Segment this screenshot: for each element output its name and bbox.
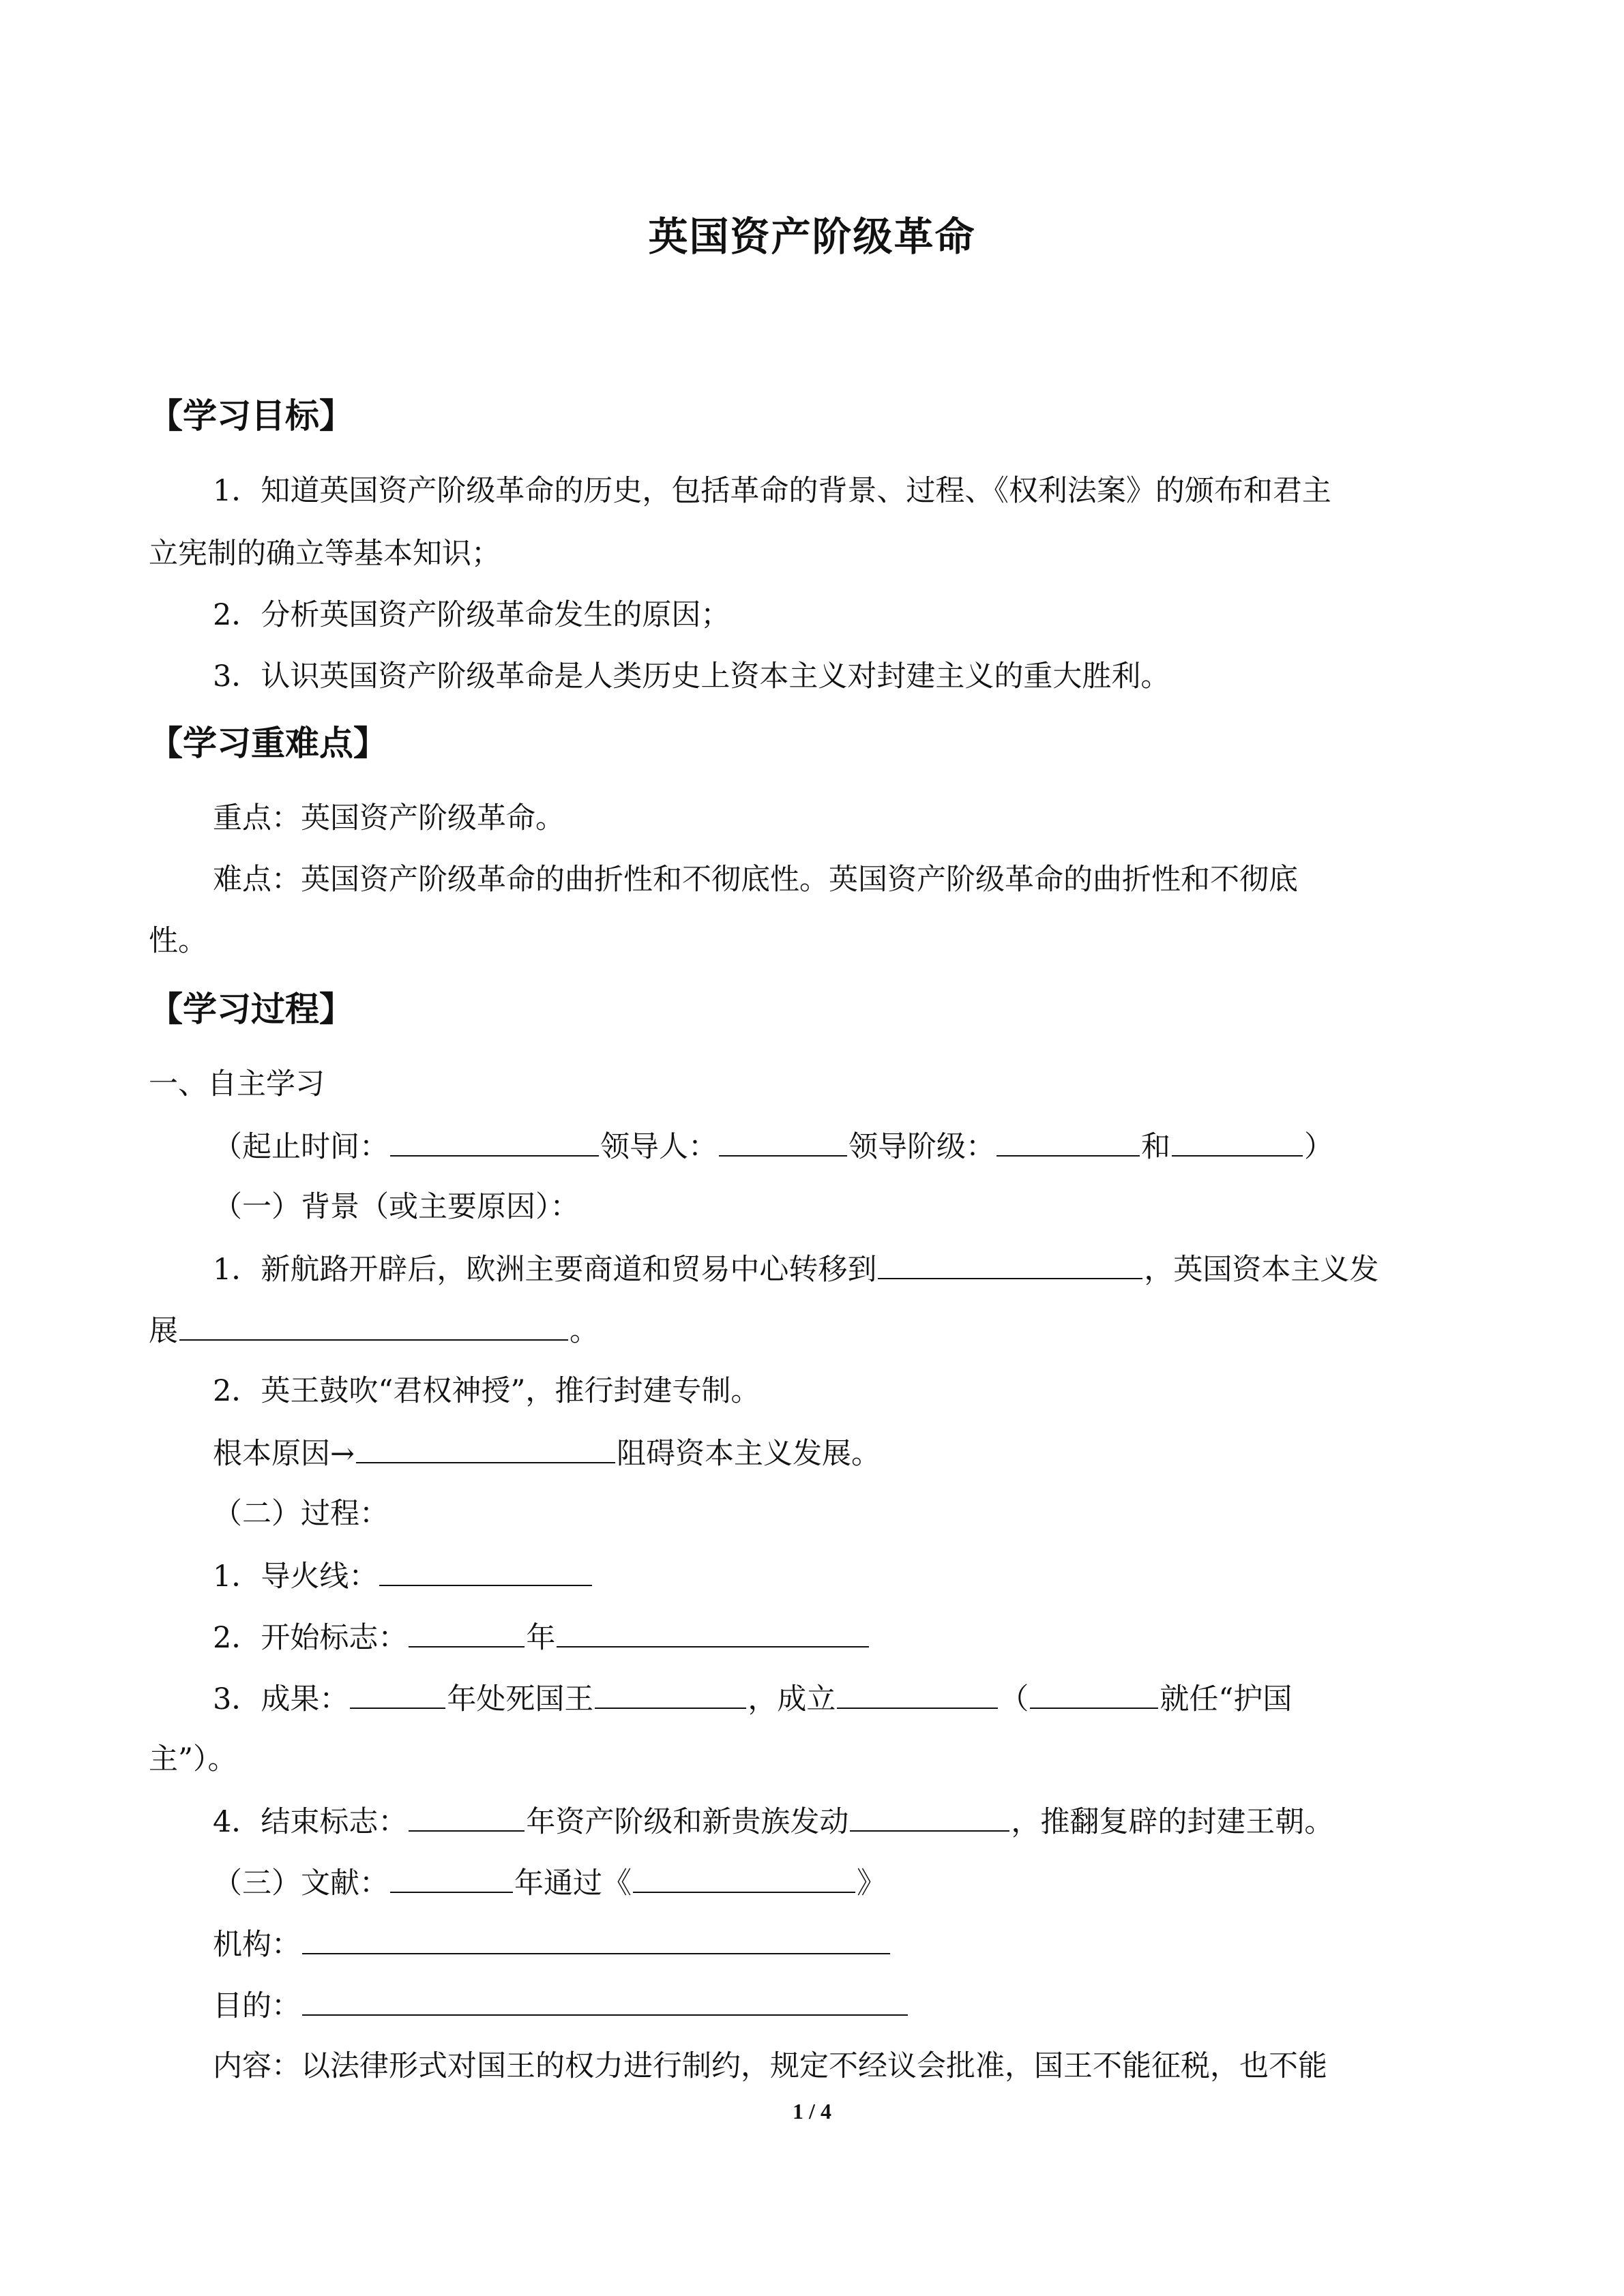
time-leader-row [213,1125,1333,1167]
page-number: 1 / 4 [793,2099,831,2123]
background-title: （一）背景（或主要原因）： [213,1190,580,1224]
establish-label: ，成立 [748,1682,836,1716]
purpose-blank[interactable] [302,1984,908,2016]
purpose-label: 目的： [213,1989,301,2023]
execute-king-label: 年处死国王 [447,1682,594,1716]
leader-blank[interactable] [719,1125,847,1157]
bg1-text-b: ，英国资本主义发 [1144,1253,1379,1287]
overthrow-label: ，推翻复辟的封建王朝。 [1011,1805,1334,1839]
start-year-blank[interactable] [409,1616,525,1648]
open-paren: （ [999,1682,1029,1716]
background-1-line-a [213,1248,1378,1290]
passed-label: 年通过《 [514,1866,632,1900]
root-cause-row [213,1432,881,1474]
goal-2: 2．分析英国资产阶级革命发生的原因； [213,598,730,632]
leader-label: 领导人： [600,1130,718,1164]
document-label: （三）文献： [213,1866,389,1900]
key-difficulty-line-b: 性。 [149,924,207,958]
class-blank-2[interactable] [1172,1125,1303,1157]
protector-blank[interactable] [1030,1678,1158,1709]
root-cause-text: 阻碍资本主义发展。 [617,1437,881,1471]
background-1-line-b [149,1309,599,1352]
bg1-text-a: 1．新航路开辟后，欧洲主要商道和贸易中心转移到 [213,1253,877,1287]
root-cause-label: 根本原因→ [213,1437,355,1471]
course-3-line-b: 主”）。 [149,1742,237,1776]
course-2-row [213,1616,870,1658]
bg1-text-d: 。 [570,1314,599,1348]
page-title: 英国资产阶级革命 [648,213,976,260]
root-cause-blank[interactable] [356,1432,615,1463]
development-blank[interactable] [179,1309,568,1341]
end-label: 4．结束标志： [213,1805,408,1839]
and-label: 和 [1141,1130,1170,1164]
course-1-row [213,1555,593,1597]
content-line: 内容：以法律形式对国王的权力进行制约，规定不经议会批准，国王不能征税，也不能 [213,2049,1327,2083]
start-event-blank[interactable] [557,1616,869,1648]
course-3-line-a [213,1678,1292,1720]
goals-heading: 【学习目标】 [149,396,353,436]
start-label: 2．开始标志： [213,1621,408,1655]
background-2: 2．英王鼓吹“君权神授”，推行封建专制。 [213,1374,761,1408]
time-blank[interactable] [390,1125,599,1157]
course-4-row [213,1800,1333,1843]
class-blank-1[interactable] [996,1125,1140,1157]
result-label: 3．成果： [213,1682,349,1716]
fuse-label: 1．导火线： [213,1560,379,1594]
key-difficulty-line-a: 难点：英国资产阶级革命的曲折性和不彻底性。英国资产阶级革命的曲折性和不彻底 [213,863,1298,897]
key-points-heading: 【学习重难点】 [149,724,387,763]
protector-label: 就任“护国 [1160,1682,1293,1716]
year-label: 年 [526,1621,556,1655]
launch-label: 年资产阶级和新贵族发动 [526,1805,849,1839]
time-label: （起止时间： [213,1130,389,1164]
end-year-blank[interactable] [409,1800,525,1832]
institution-blank[interactable] [302,1923,890,1954]
document-row [213,1862,886,1904]
close-paren: ） [1304,1130,1333,1164]
course-title: （二）过程： [213,1497,389,1531]
trade-center-blank[interactable] [878,1248,1142,1279]
goal-3: 3．认识英国资产阶级革命是人类历史上资本主义对封建主义的重大胜利。 [213,659,1170,694]
institution-row [213,1923,891,1965]
revolution-name-blank[interactable] [850,1800,1009,1832]
bg1-text-c: 展 [149,1314,178,1348]
purpose-row [213,1984,909,2027]
self-study-title: 一、自主学习 [149,1067,325,1101]
goal-1-line-b: 立宪制的确立等基本知识； [149,537,501,571]
fuse-blank[interactable] [379,1555,592,1586]
republic-blank[interactable] [837,1678,998,1709]
result-year-blank[interactable] [350,1678,445,1709]
institution-label: 机构： [213,1928,301,1962]
document-year-blank[interactable] [390,1862,513,1893]
key-focus: 重点：英国资产阶级革命。 [213,801,565,835]
class-label: 领导阶级： [848,1130,995,1164]
goal-1-line-a: 1．知道英国资产阶级革命的历史，包括革命的背景、过程、《权利法案》的颁布和君主 [213,474,1331,508]
process-heading: 【学习过程】 [149,989,353,1029]
document-name-blank[interactable] [633,1862,855,1893]
close-bracket: 》 [857,1866,886,1900]
king-name-blank[interactable] [595,1678,746,1709]
